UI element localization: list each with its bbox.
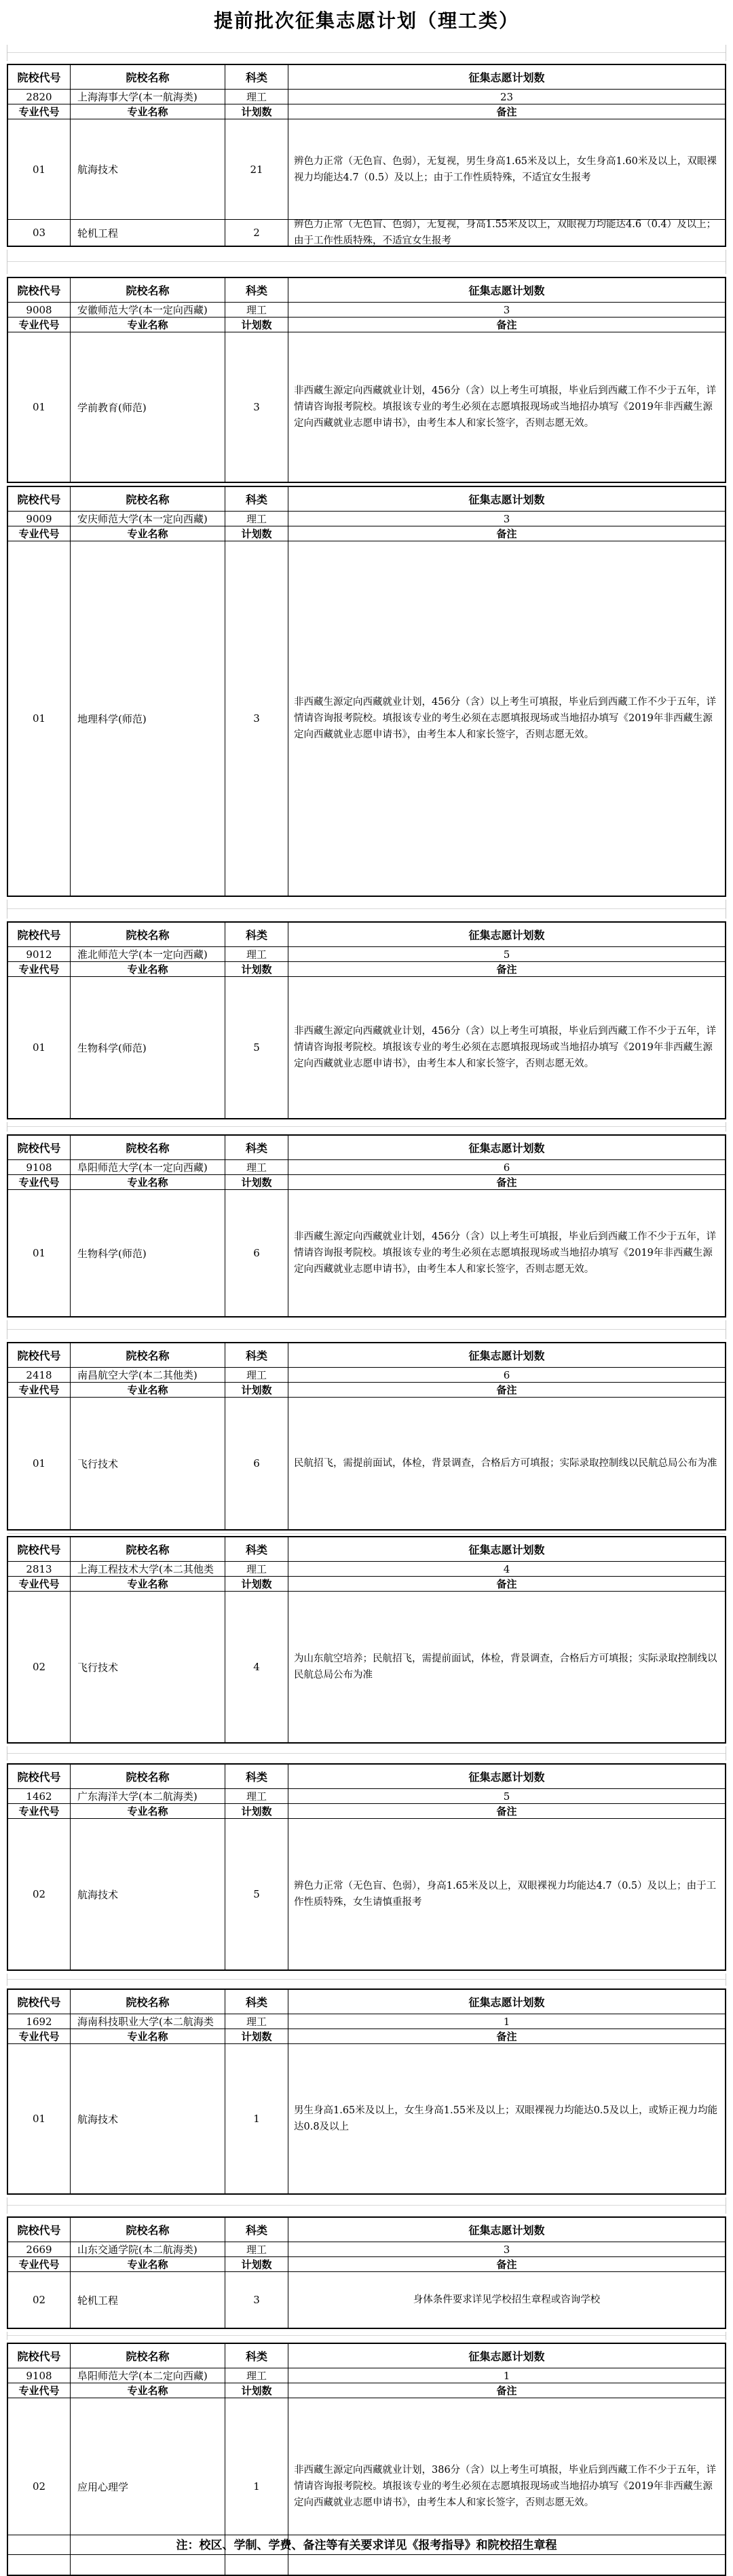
spacer-rows bbox=[7, 1974, 726, 1986]
header-major-code: 专业代号 bbox=[8, 1383, 71, 1397]
major-code: 01 bbox=[8, 977, 71, 1118]
header-subject: 科类 bbox=[225, 923, 288, 946]
header-school-name: 院校名称 bbox=[71, 278, 225, 302]
spacer-rows bbox=[7, 1746, 726, 1761]
header-remarks: 备注 bbox=[496, 1384, 517, 1396]
school-code: 9008 bbox=[8, 303, 71, 317]
school-subject: 理工 bbox=[225, 1562, 288, 1576]
school-block bbox=[7, 921, 726, 1119]
header-remarks: 备注 bbox=[496, 319, 517, 331]
header-major-name: 专业名称 bbox=[71, 104, 225, 119]
school-block bbox=[7, 1988, 726, 2195]
major-remark: 非西藏生源定向西藏就业计划，456分（含）以上考生可填报，毕业后到西藏工作不少于五年，详情请咨询报考院校。填报该专业的考生必须在志愿填报现场或当地招办填写《2019年非西藏生源定向西藏就业志愿申请书》，由考生本人和家长签字，否则志愿无效。 bbox=[294, 1231, 717, 1275]
header-major-code: 专业代号 bbox=[8, 104, 71, 119]
major-header-row bbox=[8, 1804, 725, 1819]
school-quota: 5 bbox=[503, 1790, 510, 1803]
header-quota: 征集志愿计划数 bbox=[468, 2224, 545, 2237]
school-code: 2813 bbox=[8, 1562, 71, 1576]
major-code: 03 bbox=[8, 220, 71, 246]
major-row bbox=[8, 541, 725, 896]
header-school-name: 院校名称 bbox=[71, 1136, 225, 1159]
school-quota: 6 bbox=[503, 1161, 510, 1174]
header-major-code: 专业代号 bbox=[8, 1577, 71, 1591]
major-name: 轮机工程 bbox=[71, 220, 225, 246]
major-code: 02 bbox=[8, 1819, 71, 1969]
school-header-row bbox=[8, 2218, 725, 2242]
major-name: 飞行技术 bbox=[71, 1592, 225, 1742]
header-school-code: 院校代号 bbox=[8, 65, 71, 89]
major-row bbox=[8, 1819, 725, 1969]
school-code: 1692 bbox=[8, 2014, 71, 2029]
major-name: 轮机工程 bbox=[71, 2272, 225, 2328]
school-code: 9108 bbox=[8, 2368, 71, 2383]
header-school-code: 院校代号 bbox=[8, 1765, 71, 1788]
school-block bbox=[7, 277, 726, 483]
major-plan-count: 1 bbox=[225, 2044, 288, 2193]
school-block bbox=[7, 1134, 726, 1318]
major-remark: 非西藏生源定向西藏就业计划，456分（含）以上考生可填报，毕业后到西藏工作不少于五年，详情请咨询报考院校。填报该专业的考生必须在志愿填报现场或当地招办填写《2019年非西藏生源定向西藏就业志愿申请书》，由考生本人和家长签字，否则志愿无效。 bbox=[294, 1026, 717, 1069]
header-quota: 征集志愿计划数 bbox=[468, 71, 545, 84]
spacer-rows bbox=[7, 2197, 726, 2214]
major-plan-count: 6 bbox=[225, 1190, 288, 1316]
major-code: 01 bbox=[8, 541, 71, 896]
school-quota: 4 bbox=[503, 1562, 510, 1575]
school-block bbox=[7, 1536, 726, 1744]
header-school-name: 院校名称 bbox=[71, 1990, 225, 2014]
school-name: 上海工程技术大学(本二其他类 bbox=[71, 1562, 225, 1576]
major-remark: 非西藏生源定向西藏就业计划，456分（含）以上考生可填报，毕业后到西藏工作不少于五年，详情请咨询报考院校。填报该专业的考生必须在志愿填报现场或当地招办填写《2019年非西藏生源定向西藏就业志愿申请书》，由考生本人和家长签字，否则志愿无效。 bbox=[294, 697, 717, 740]
school-row bbox=[8, 947, 725, 962]
spacer-rows bbox=[7, 1122, 726, 1132]
header-plan-count: 计划数 bbox=[225, 1577, 288, 1591]
major-row bbox=[8, 977, 725, 1118]
spacer-rows bbox=[7, 900, 726, 919]
school-block bbox=[7, 486, 726, 897]
header-plan-count: 计划数 bbox=[225, 1804, 288, 1818]
spacer-rows bbox=[7, 250, 726, 274]
header-school-code: 院校代号 bbox=[8, 487, 71, 511]
header-school-name: 院校名称 bbox=[71, 1343, 225, 1367]
major-row bbox=[8, 2044, 725, 2193]
major-row bbox=[8, 119, 725, 220]
header-plan-count: 计划数 bbox=[225, 1383, 288, 1397]
school-block bbox=[7, 2216, 726, 2329]
school-subject: 理工 bbox=[225, 1368, 288, 1382]
school-code: 2820 bbox=[8, 90, 71, 104]
school-quota: 3 bbox=[503, 2243, 510, 2256]
header-major-name: 专业名称 bbox=[71, 318, 225, 332]
header-quota: 征集志愿计划数 bbox=[468, 1543, 545, 1556]
school-row bbox=[8, 2368, 725, 2383]
major-row bbox=[8, 332, 725, 482]
major-row bbox=[8, 1398, 725, 1529]
school-name: 南昌航空大学(本二其他类) bbox=[71, 1368, 225, 1382]
header-school-name: 院校名称 bbox=[71, 487, 225, 511]
school-name: 安徽师范大学(本一定向西藏) bbox=[71, 303, 225, 317]
school-header-row bbox=[8, 2344, 725, 2368]
header-remarks: 备注 bbox=[496, 2031, 517, 2043]
school-code: 9009 bbox=[8, 512, 71, 526]
school-subject: 理工 bbox=[225, 2368, 288, 2383]
header-subject: 科类 bbox=[225, 1765, 288, 1788]
major-remark: 辨色力正常（无色盲、色弱），无复视，男生身高1.65米及以上，女生身高1.60米及以上，双眼裸视力均能达4.7（0.5）及以上；由于工作性质特殊，不适宜女生报考 bbox=[294, 155, 717, 183]
school-row bbox=[8, 1789, 725, 1804]
school-row bbox=[8, 512, 725, 526]
school-code: 9108 bbox=[8, 1160, 71, 1174]
major-name: 航海技术 bbox=[71, 1819, 225, 1969]
header-major-name: 专业名称 bbox=[71, 2029, 225, 2043]
header-major-name: 专业名称 bbox=[71, 1175, 225, 1189]
header-remarks: 备注 bbox=[496, 528, 517, 540]
major-code: 02 bbox=[8, 2398, 71, 2575]
header-school-code: 院校代号 bbox=[8, 1990, 71, 2014]
major-row bbox=[8, 2272, 725, 2328]
major-remark: 为山东航空培养；民航招飞，需提前面试，体检，背景调查，合格后方可填报；实际录取控制线以民航总局公布为准 bbox=[294, 1653, 717, 1680]
header-quota: 征集志愿计划数 bbox=[468, 2350, 545, 2363]
major-header-row bbox=[8, 1577, 725, 1592]
footer-note: 注：校区、学制、学费、备注等有关要求详见《报考指导》和院校招生章程 bbox=[7, 2535, 726, 2555]
header-major-name: 专业名称 bbox=[71, 2257, 225, 2271]
header-school-code: 院校代号 bbox=[8, 2344, 71, 2368]
school-subject: 理工 bbox=[225, 2014, 288, 2029]
school-code: 1462 bbox=[8, 1789, 71, 1803]
major-remark: 非西藏生源定向西藏就业计划，386分（含）以上考生可填报，毕业后到西藏工作不少于五年，详情请咨询报考院校。填报该专业的考生必须在志愿填报现场或当地招办填写《2019年非西藏生源定向西藏就业志愿申请书》，由考生本人和家长签字，否则志愿无效。 bbox=[294, 2465, 717, 2508]
school-subject: 理工 bbox=[225, 90, 288, 104]
header-major-code: 专业代号 bbox=[8, 1175, 71, 1189]
header-major-name: 专业名称 bbox=[71, 2383, 225, 2398]
major-name: 地理科学(师范) bbox=[71, 541, 225, 896]
school-name: 海南科技职业大学(本二航海类 bbox=[71, 2014, 225, 2029]
major-plan-count: 3 bbox=[225, 332, 288, 482]
school-row bbox=[8, 90, 725, 104]
school-header-row bbox=[8, 923, 725, 947]
header-school-name: 院校名称 bbox=[71, 923, 225, 946]
school-header-row bbox=[8, 1343, 725, 1368]
header-school-name: 院校名称 bbox=[71, 1765, 225, 1788]
major-remark: 民航招飞，需提前面试，体检，背景调查，合格后方可填报；实际录取控制线以民航总局公布为准 bbox=[294, 1458, 717, 1469]
header-remarks: 备注 bbox=[496, 106, 517, 118]
major-header-row bbox=[8, 2029, 725, 2044]
major-header-row bbox=[8, 1383, 725, 1398]
header-remarks: 备注 bbox=[496, 2385, 517, 2397]
header-subject: 科类 bbox=[225, 278, 288, 302]
school-header-row bbox=[8, 1537, 725, 1562]
school-name: 阜阳师范大学(本一定向西藏) bbox=[71, 1160, 225, 1174]
header-major-code: 专业代号 bbox=[8, 526, 71, 541]
header-plan-count: 计划数 bbox=[225, 2383, 288, 2398]
school-name: 山东交通学院(本二航海类) bbox=[71, 2242, 225, 2256]
major-plan-count: 5 bbox=[225, 977, 288, 1118]
header-major-name: 专业名称 bbox=[71, 1577, 225, 1591]
major-header-row bbox=[8, 1175, 725, 1190]
header-major-code: 专业代号 bbox=[8, 962, 71, 976]
major-plan-count: 4 bbox=[225, 1592, 288, 1742]
school-block bbox=[7, 1342, 726, 1531]
school-row bbox=[8, 1160, 725, 1175]
major-plan-count: 5 bbox=[225, 1819, 288, 1969]
school-row bbox=[8, 2014, 725, 2029]
school-quota: 5 bbox=[503, 948, 510, 961]
school-subject: 理工 bbox=[225, 947, 288, 961]
header-major-code: 专业代号 bbox=[8, 2029, 71, 2043]
school-name: 广东海洋大学(本二航海类) bbox=[71, 1789, 225, 1803]
header-quota: 征集志愿计划数 bbox=[468, 1349, 545, 1362]
major-header-row bbox=[8, 526, 725, 541]
header-plan-count: 计划数 bbox=[225, 962, 288, 976]
header-remarks: 备注 bbox=[496, 1805, 517, 1818]
major-plan-count: 1 bbox=[225, 2398, 288, 2575]
major-row bbox=[8, 220, 725, 246]
school-name: 安庆师范大学(本一定向西藏) bbox=[71, 512, 225, 526]
header-quota: 征集志愿计划数 bbox=[468, 1996, 545, 2009]
header-school-name: 院校名称 bbox=[71, 2218, 225, 2242]
header-major-name: 专业名称 bbox=[71, 1804, 225, 1818]
header-plan-count: 计划数 bbox=[225, 526, 288, 541]
major-code: 01 bbox=[8, 1190, 71, 1316]
school-subject: 理工 bbox=[225, 512, 288, 526]
school-block bbox=[7, 64, 726, 247]
major-code: 01 bbox=[8, 332, 71, 482]
spacer-rows bbox=[7, 45, 726, 61]
school-code: 2669 bbox=[8, 2242, 71, 2256]
header-major-name: 专业名称 bbox=[71, 1383, 225, 1397]
major-name: 生物科学(师范) bbox=[71, 1190, 225, 1316]
school-header-row bbox=[8, 65, 725, 90]
header-subject: 科类 bbox=[225, 1136, 288, 1159]
school-header-row bbox=[8, 487, 725, 512]
header-plan-count: 计划数 bbox=[225, 1175, 288, 1189]
major-plan-count: 3 bbox=[225, 2272, 288, 2328]
major-remark: 身体条件要求详见学校招生章程或咨询学校 bbox=[413, 2294, 601, 2305]
major-name: 航海技术 bbox=[71, 119, 225, 219]
major-remark: 男生身高1.65米及以上，女生身高1.55米及以上；双眼裸视力均能达0.5及以上，或矫正视力均能达0.8及以上 bbox=[294, 2105, 718, 2132]
major-code: 01 bbox=[8, 119, 71, 219]
school-subject: 理工 bbox=[225, 1160, 288, 1174]
header-remarks: 备注 bbox=[496, 2258, 517, 2271]
header-school-code: 院校代号 bbox=[8, 923, 71, 946]
header-major-code: 专业代号 bbox=[8, 318, 71, 332]
header-quota: 征集志愿计划数 bbox=[468, 284, 545, 297]
major-code: 02 bbox=[8, 2272, 71, 2328]
header-major-code: 专业代号 bbox=[8, 2383, 71, 2398]
school-subject: 理工 bbox=[225, 303, 288, 317]
header-major-name: 专业名称 bbox=[71, 962, 225, 976]
spacer-rows bbox=[7, 1320, 726, 1339]
major-row bbox=[8, 1190, 725, 1316]
header-school-code: 院校代号 bbox=[8, 1537, 71, 1561]
header-subject: 科类 bbox=[225, 1990, 288, 2014]
school-quota: 23 bbox=[500, 90, 514, 103]
school-code: 9012 bbox=[8, 947, 71, 961]
header-subject: 科类 bbox=[225, 487, 288, 511]
school-header-row bbox=[8, 278, 725, 303]
school-block bbox=[7, 1763, 726, 1971]
header-subject: 科类 bbox=[225, 65, 288, 89]
header-major-code: 专业代号 bbox=[8, 2257, 71, 2271]
header-quota: 征集志愿计划数 bbox=[468, 1771, 545, 1784]
major-header-row bbox=[8, 2383, 725, 2398]
header-subject: 科类 bbox=[225, 1343, 288, 1367]
major-name: 生物科学(师范) bbox=[71, 977, 225, 1118]
major-remark: 非西藏生源定向西藏就业计划，456分（含）以上考生可填报，毕业后到西藏工作不少于五年，详情请咨询报考院校。填报该专业的考生必须在志愿填报现场或当地招办填写《2019年非西藏生源定向西藏就业志愿申请书》，由考生本人和家长签字，否则志愿无效。 bbox=[294, 385, 717, 429]
school-quota: 1 bbox=[503, 2369, 510, 2382]
major-name: 应用心理学 bbox=[71, 2398, 225, 2575]
major-plan-count: 3 bbox=[225, 541, 288, 896]
header-plan-count: 计划数 bbox=[225, 318, 288, 332]
header-subject: 科类 bbox=[225, 2344, 288, 2368]
header-quota: 征集志愿计划数 bbox=[468, 493, 545, 506]
school-subject: 理工 bbox=[225, 1789, 288, 1803]
major-header-row bbox=[8, 318, 725, 332]
header-plan-count: 计划数 bbox=[225, 104, 288, 119]
school-quota: 1 bbox=[503, 2015, 510, 2028]
major-header-row bbox=[8, 962, 725, 977]
major-code: 01 bbox=[8, 1398, 71, 1529]
major-header-row bbox=[8, 2257, 725, 2272]
page-title: 提前批次征集志愿计划（理工类） bbox=[213, 9, 519, 32]
major-name: 航海技术 bbox=[71, 2044, 225, 2193]
school-name: 上海海事大学(本一航海类) bbox=[71, 90, 225, 104]
school-row bbox=[8, 1368, 725, 1383]
school-header-row bbox=[8, 1990, 725, 2014]
major-code: 02 bbox=[8, 1592, 71, 1742]
school-subject: 理工 bbox=[225, 2242, 288, 2256]
header-quota: 征集志愿计划数 bbox=[468, 1142, 545, 1155]
header-plan-count: 计划数 bbox=[225, 2029, 288, 2043]
major-remark: 辨色力正常（无色盲、色弱），身高1.65米及以上，双眼裸视力均能达4.7（0.5）及以上；由于工作性质特殊，女生请慎重报考 bbox=[294, 1881, 717, 1908]
major-plan-count: 21 bbox=[225, 119, 288, 219]
spacer-rows bbox=[7, 2332, 726, 2340]
school-code: 2418 bbox=[8, 1368, 71, 1382]
school-quota: 3 bbox=[503, 303, 510, 316]
major-plan-count: 6 bbox=[225, 1398, 288, 1529]
school-row bbox=[8, 2242, 725, 2257]
major-header-row bbox=[8, 104, 725, 119]
header-subject: 科类 bbox=[225, 1537, 288, 1561]
header-quota: 征集志愿计划数 bbox=[468, 929, 545, 942]
header-school-code: 院校代号 bbox=[8, 278, 71, 302]
school-row bbox=[8, 303, 725, 318]
school-name: 阜阳师范大学(本二定向西藏) bbox=[71, 2368, 225, 2383]
header-school-code: 院校代号 bbox=[8, 1136, 71, 1159]
school-name: 淮北师范大学(本一定向西藏) bbox=[71, 947, 225, 961]
header-school-name: 院校名称 bbox=[71, 1537, 225, 1561]
header-remarks: 备注 bbox=[496, 1578, 517, 1590]
header-remarks: 备注 bbox=[496, 1176, 517, 1189]
major-code: 01 bbox=[8, 2044, 71, 2193]
school-row bbox=[8, 1562, 725, 1577]
header-school-name: 院校名称 bbox=[71, 65, 225, 89]
major-remark: 辨色力正常（无色盲、色弱），无复视，身高1.55米及以上，双眼视力均能达4.6（0.4）及以上；由于工作性质特殊，不适宜女生报考 bbox=[294, 220, 717, 246]
header-major-name: 专业名称 bbox=[71, 526, 225, 541]
school-header-row bbox=[8, 1765, 725, 1789]
header-school-name: 院校名称 bbox=[71, 2344, 225, 2368]
major-plan-count: 2 bbox=[225, 220, 288, 246]
header-subject: 科类 bbox=[225, 2218, 288, 2242]
header-major-code: 专业代号 bbox=[8, 1804, 71, 1818]
school-quota: 3 bbox=[503, 512, 510, 525]
major-row bbox=[8, 1592, 725, 1742]
school-quota: 6 bbox=[503, 1368, 510, 1381]
header-remarks: 备注 bbox=[496, 963, 517, 976]
major-name: 学前教育(师范) bbox=[71, 332, 225, 482]
header-plan-count: 计划数 bbox=[225, 2257, 288, 2271]
school-header-row bbox=[8, 1136, 725, 1160]
header-school-code: 院校代号 bbox=[8, 1343, 71, 1367]
major-name: 飞行技术 bbox=[71, 1398, 225, 1529]
header-school-code: 院校代号 bbox=[8, 2218, 71, 2242]
